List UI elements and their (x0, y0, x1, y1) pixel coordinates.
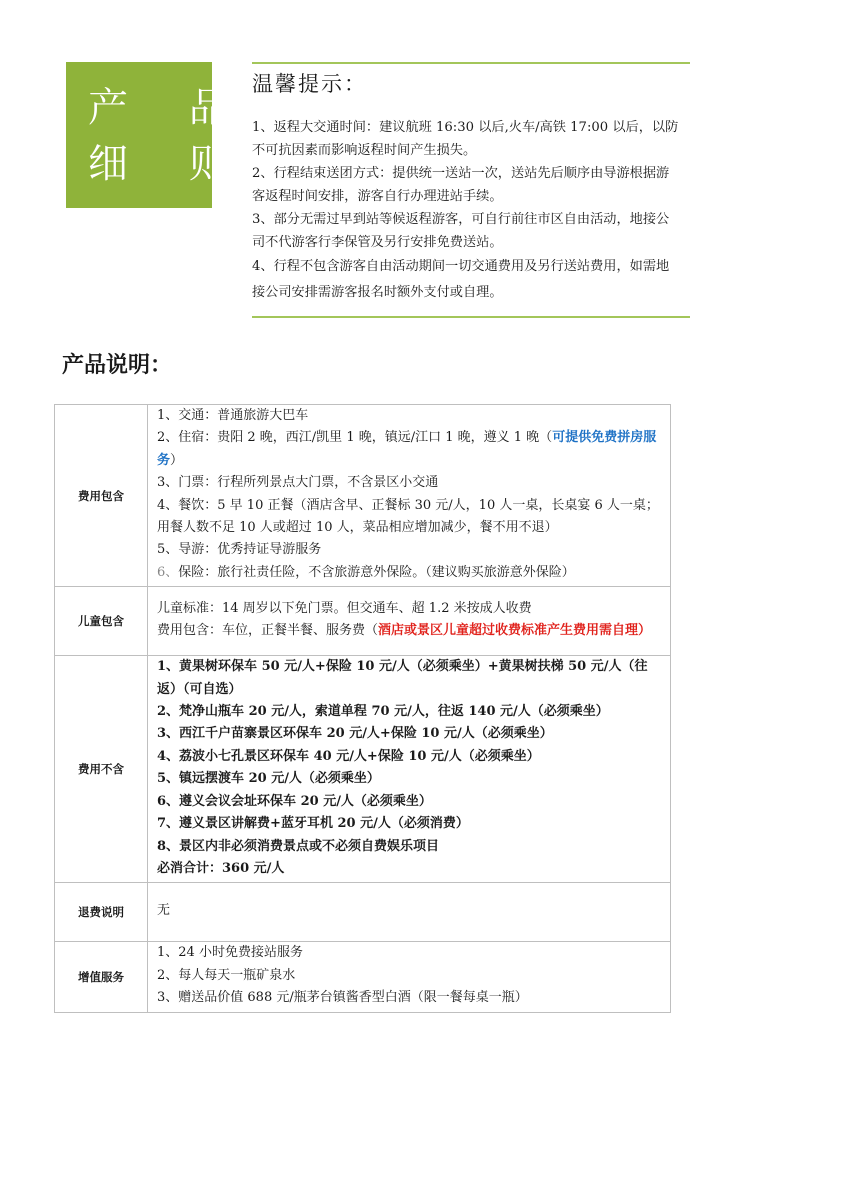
tips-bottom-divider (252, 316, 690, 318)
insurance-text: 保险：旅行社责任险，不含旅游意外保险。（建议购买旅游意外保险） (178, 564, 575, 580)
child-fee-text: 费用包含：车位，正餐半餐、服务费（ (157, 623, 379, 639)
list-item: 1、黄果树环保车 50 元/人+保险 10 元/人（必须乘坐）+黄果树扶梯 50 元/人（往返）（可自选） (157, 659, 648, 697)
fee-included-guide: 5、导游：优秀持证导游服务 (157, 542, 322, 558)
badge-line-1: 产 品 (88, 85, 253, 131)
tips-item: 2、行程结束送团方式：提供统一送站一次，送站先后顺序由导游根据游客返程时间安排，游客自行办理进站手续。 (252, 166, 670, 204)
tips-item: 3、部分无需过早到站等候返程游客，可自行前往市区自由活动，地接公司不代游客行李保管及另行安排免费送站。 (252, 212, 670, 250)
child-fee (157, 620, 664, 642)
tips-list (252, 116, 682, 306)
list-item: 5、镇远摆渡车 20 元/人（必须乘坐） (157, 771, 380, 787)
fee-included-content (148, 405, 671, 587)
badge-line-2: 细 则 (88, 141, 253, 187)
fee-excluded-content (148, 656, 671, 883)
tips-item: 4、行程不包含游客自由活动期间一切交通费用及另行送站费用，如需地接公司安排需游客报名时额外支付或自理。 (252, 259, 670, 300)
value-added-label: 增值服务 (55, 942, 148, 1012)
list-item: 7、遵义景区讲解费+蓝牙耳机 20 元/人（必须消费） (157, 816, 469, 832)
child-label: 儿童包含 (55, 587, 148, 656)
fee-included-lodging (157, 427, 664, 472)
fee-included-transport: 1、交通：普通旅游大巴车 (157, 408, 309, 423)
product-info-table (54, 404, 671, 1013)
child-content (148, 587, 671, 656)
list-item: 2、梵净山瓶车 20 元/人，索道单程 70 元/人，往返 140 元/人（必须乘坐） (157, 704, 609, 720)
child-extra-fee-note: 酒店或景区儿童超过收费标准产生费用需自理） (378, 623, 652, 639)
list-item: 3、西江千户苗寨景区环保车 20 元/人+保险 10 元/人（必须乘坐） (157, 726, 553, 742)
list-item: 8、景区内非必须消费景点或不必须自费娱乐项目 (157, 838, 440, 854)
product-details-badge (66, 62, 253, 208)
table-row-fee-excluded (55, 656, 671, 883)
required-total: 必消合计：360 元/人 (157, 860, 285, 876)
fee-excluded-label: 费用不含 (55, 656, 148, 883)
fee-included-tickets: 3、门票：行程所列景点大门票，不含景区小交通 (157, 475, 439, 491)
insurance-number: 6、 (157, 564, 179, 580)
table-row-value-added (55, 942, 671, 1012)
free-room-share-note: 可提供免费拼房服务 (157, 430, 657, 468)
section-title: 产品说明： (62, 352, 173, 378)
table-row-refund (55, 883, 671, 942)
list-item: 4、荔波小七孔景区环保车 40 元/人+保险 10 元/人（必须乘坐） (157, 748, 540, 764)
lodging-close: ） (170, 452, 184, 468)
fee-included-insurance (157, 562, 664, 584)
refund-content: 无 (148, 883, 671, 942)
tips-item: 1、返程大交通时间：建议航班 16:30 以后,火车/高铁 17:00 以后，以防不可抗因素而影响返程时间产生损失。 (252, 120, 679, 158)
tips-title: 温馨提示： (252, 72, 367, 96)
child-standard: 儿童标准：14 周岁以下免门票。但交通车、超 1.2 米按成人收费 (157, 600, 532, 616)
table-row-fee-included (55, 405, 671, 587)
lodging-text: 2、住宿：贵阳 2 晚，西江/凯里 1 晚，镇远/江口 1 晚，遵义 1 晚（ (157, 430, 553, 446)
list-item: 6、遵义会议会址环保车 20 元/人（必须乘坐） (157, 793, 432, 809)
list-item: 3、赠送品价值 688 元/瓶茅台镇酱香型白酒（限一餐每桌一瓶） (157, 990, 528, 1006)
fee-included-meals: 4、餐饮：5 早 10 正餐（酒店含早、正餐标 30 元/人，10 人一桌，长桌宴 6 人一桌；用餐人数不足 10 人或超过 10 人，菜品相应增加减少，餐不用不退） (157, 497, 659, 536)
list-item: 1、24 小时免费接站服务 (157, 945, 303, 961)
value-added-content (148, 942, 671, 1012)
tips-top-divider (252, 62, 690, 64)
list-item: 2、每人每天一瓶矿泉水 (157, 967, 296, 983)
refund-label: 退费说明 (55, 883, 148, 942)
fee-included-label: 费用包含 (55, 405, 148, 587)
table-row-child (55, 587, 671, 656)
